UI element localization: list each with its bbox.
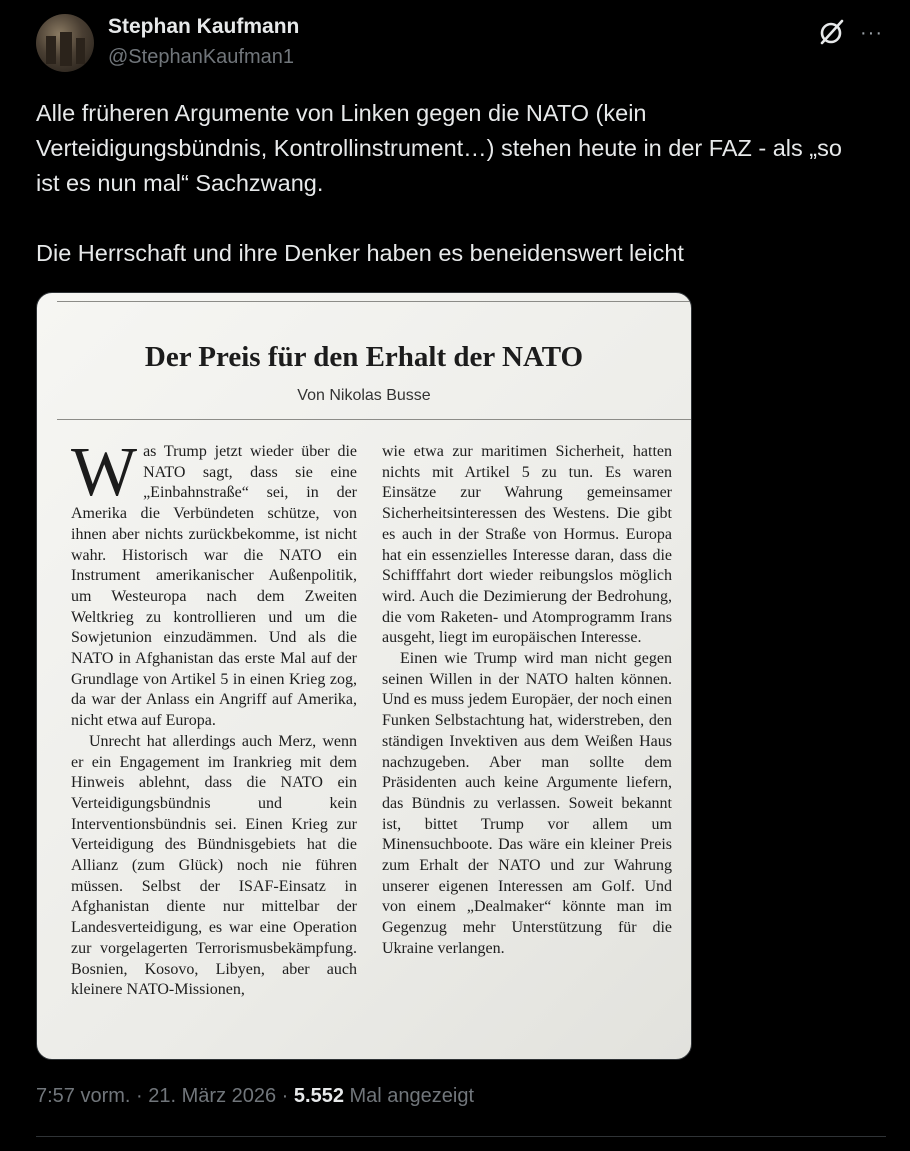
avatar[interactable] (36, 14, 94, 72)
tweet-text (36, 96, 866, 271)
view-label: Mal angezeigt (343, 1085, 475, 1107)
article-rule-bottom (57, 419, 691, 420)
dropcap: W (71, 434, 138, 511)
article-author: Von Nikolas Busse (297, 387, 431, 404)
article-paragraph: Unrecht hat allerdings auch Merz, wenn er ein Engagement im Irankrieg mit dem Hinweis ablehnt, dass die NATO ein Verteidigungsbündnis und kein Interventionsbündnis sei. Einen Krieg zur Verteidigung des Bündnisgebiets hat die Allianz (zum Glück) noch nie führen müssen. Selbst der ISAF-Einsatz in Afghanistan diente nur mittelbar der Landesverteidigung, es war eine Operation zur vorgelagerten Terrorismusbekämpfung. Bosnien, Kosovo, Libyen, aber auch kleinere NATO-Missionen, (71, 732, 357, 999)
tweet-date[interactable]: 21. März 2026 (148, 1085, 277, 1107)
author-handle[interactable]: @StephanKaufman1 (108, 46, 294, 68)
article-title: Der Preis für den Erhalt der NATO (144, 341, 584, 373)
tweet-meta: 7:57 vorm. · 21. März 2026 · 5.552 Mal angezeigt (36, 1085, 475, 1107)
article-column-left (71, 434, 357, 1001)
more-icon[interactable]: ··· (860, 22, 883, 44)
tweet-time[interactable]: 7:57 vorm. (36, 1085, 131, 1107)
article-column-right (382, 442, 672, 960)
article-paragraph: Einen wie Trump wird man nicht gegen seinen Willen in der NATO halten können. Und es muss jedem Europäer, der noch einen Funken Selbstachtung hat, widerstreben, den ständigen Invektiven aus dem Weißen Haus nachzugeben. Aber man sollte dem Präsidenten auch keine Argumente liefern, das Bündnis zu verlassen. Soweit bekannt ist, bittet Trump vor allem um Minensuchboote. Das wäre ein kleiner Preis zum Erhalt der NATO und zur Wahrung unserer eigenen Interessen am Golf. Und von einem „Dealmaker“ könnte man im Gegenzug mehr Unterstützung für die Ukraine verlangen. (382, 650, 672, 957)
divider (36, 1136, 886, 1137)
view-count: 5.552 (293, 1085, 344, 1107)
article-paragraph: wie etwa zur maritimen Sicherheit, hatten nichts mit Artikel 5 zu tun. Es waren Einsätze zur Wahrung gemeinsamer Sicherheitsinteressen des Westens. Die gibt es auch in der Straße von Hormus. Europa hat ein essenzielles Interesse daran, dass die Schifffahrt dort wieder reibungslos möglich wird. Auch die Dezimierung der Bedrohung, die vom Raketen- und Atomprogramm Irans ausgeht, liegt im europäischen Interesse. (382, 443, 672, 647)
tweet-paragraph-2: Die Herrschaft und ihre Denker haben es beneidenswert leicht (36, 240, 684, 266)
tweet-header (36, 12, 886, 76)
tweet-paragraph-1: Alle früheren Argumente von Linken gegen die NATO (kein Verteidigungsbündnis, Kontrollinstrument…) stehen heute in der FAZ - als „so ist es nun mal“ Sachzwang. (36, 100, 842, 196)
article-paragraph: Was Trump jetzt wieder über die NATO sagt, dass sie eine „Einbahnstraße“ sei, in der Amerika die Verbündeten schütze, von ihnen aber nichts zurückbekomme, ist nicht wahr. Historisch war die NATO ein Instrument amerikanischer Außenpolitik, um Westeuropa nach dem Zweiten Weltkrieg zu kontrollieren und um die Sowjetunion einzudämmen. Und als die NATO in Afghanistan das erste Mal auf der Grundlage von Artikel 5 in einen Krieg zog, da war der Anlass ein Angriff auf Amerika, nicht etwa auf Europa. (71, 434, 357, 730)
tweet-image[interactable] (36, 292, 692, 1060)
grok-icon[interactable] (818, 18, 846, 46)
author-name[interactable]: Stephan Kaufmann (108, 15, 300, 38)
article-rule-top (57, 301, 691, 302)
